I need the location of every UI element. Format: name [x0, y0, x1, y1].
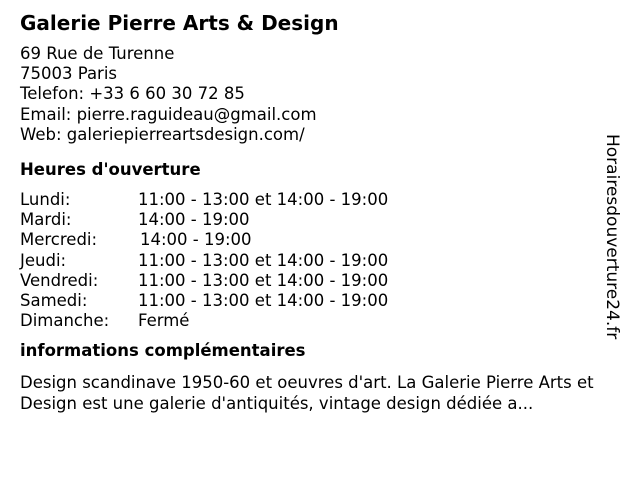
website: Web: galeriepierreartsdesign.com/: [20, 124, 305, 144]
time-value: 14:00 - 19:00: [140, 230, 252, 250]
time-value: 11:00 - 13:00 et 14:00 - 19:00: [138, 250, 389, 270]
site-watermark: Horairesdouverture24.fr: [602, 134, 622, 340]
business-card: [20, 10, 605, 414]
time-value: 11:00 - 13:00 et 14:00 - 19:00: [138, 291, 389, 311]
city-postcode: 75003 Paris: [20, 64, 118, 84]
time-value: Fermé: [138, 311, 190, 331]
hours-table: [20, 190, 605, 331]
hours-heading: Heures d'ouverture: [20, 160, 201, 180]
street-address: 69 Rue de Turenne: [20, 44, 175, 63]
hours-row-lundi: [20, 190, 605, 210]
phone-number: Telefon: +33 6 60 30 72 85: [20, 84, 245, 104]
hours-row-dimanche: [20, 311, 605, 331]
info-description: Design scandinave 1950-60 et oeuvres d'art. La Galerie Pierre Arts et Design est une galerie d'antiquités, vintage design dédiée a...: [20, 373, 594, 413]
time-value: 14:00 - 19:00: [138, 210, 250, 230]
info-heading: informations complémentaires: [20, 341, 306, 361]
day-label: Dimanche:: [20, 311, 110, 331]
time-value: 11:00 - 13:00 et 14:00 - 19:00: [138, 190, 389, 210]
day-label: Mercredi:: [20, 230, 98, 250]
business-name: Galerie Pierre Arts & Design: [20, 11, 339, 35]
day-label: Jeudi:: [20, 250, 67, 270]
hours-row-vendredi: [20, 271, 605, 291]
day-label: Samedi:: [20, 291, 88, 311]
hours-row-samedi: [20, 291, 605, 311]
hours-row-jeudi: [20, 251, 605, 271]
hours-row-mardi: [20, 210, 605, 230]
hours-row-mercredi: [20, 230, 605, 250]
time-value: 11:00 - 13:00 et 14:00 - 19:00: [138, 270, 389, 290]
day-label: Vendredi:: [20, 270, 99, 290]
contact-block: [20, 44, 605, 145]
day-label: Mardi:: [20, 210, 72, 230]
email-address: Email: pierre.raguideau@gmail.com: [20, 104, 317, 124]
day-label: Lundi:: [20, 190, 71, 210]
